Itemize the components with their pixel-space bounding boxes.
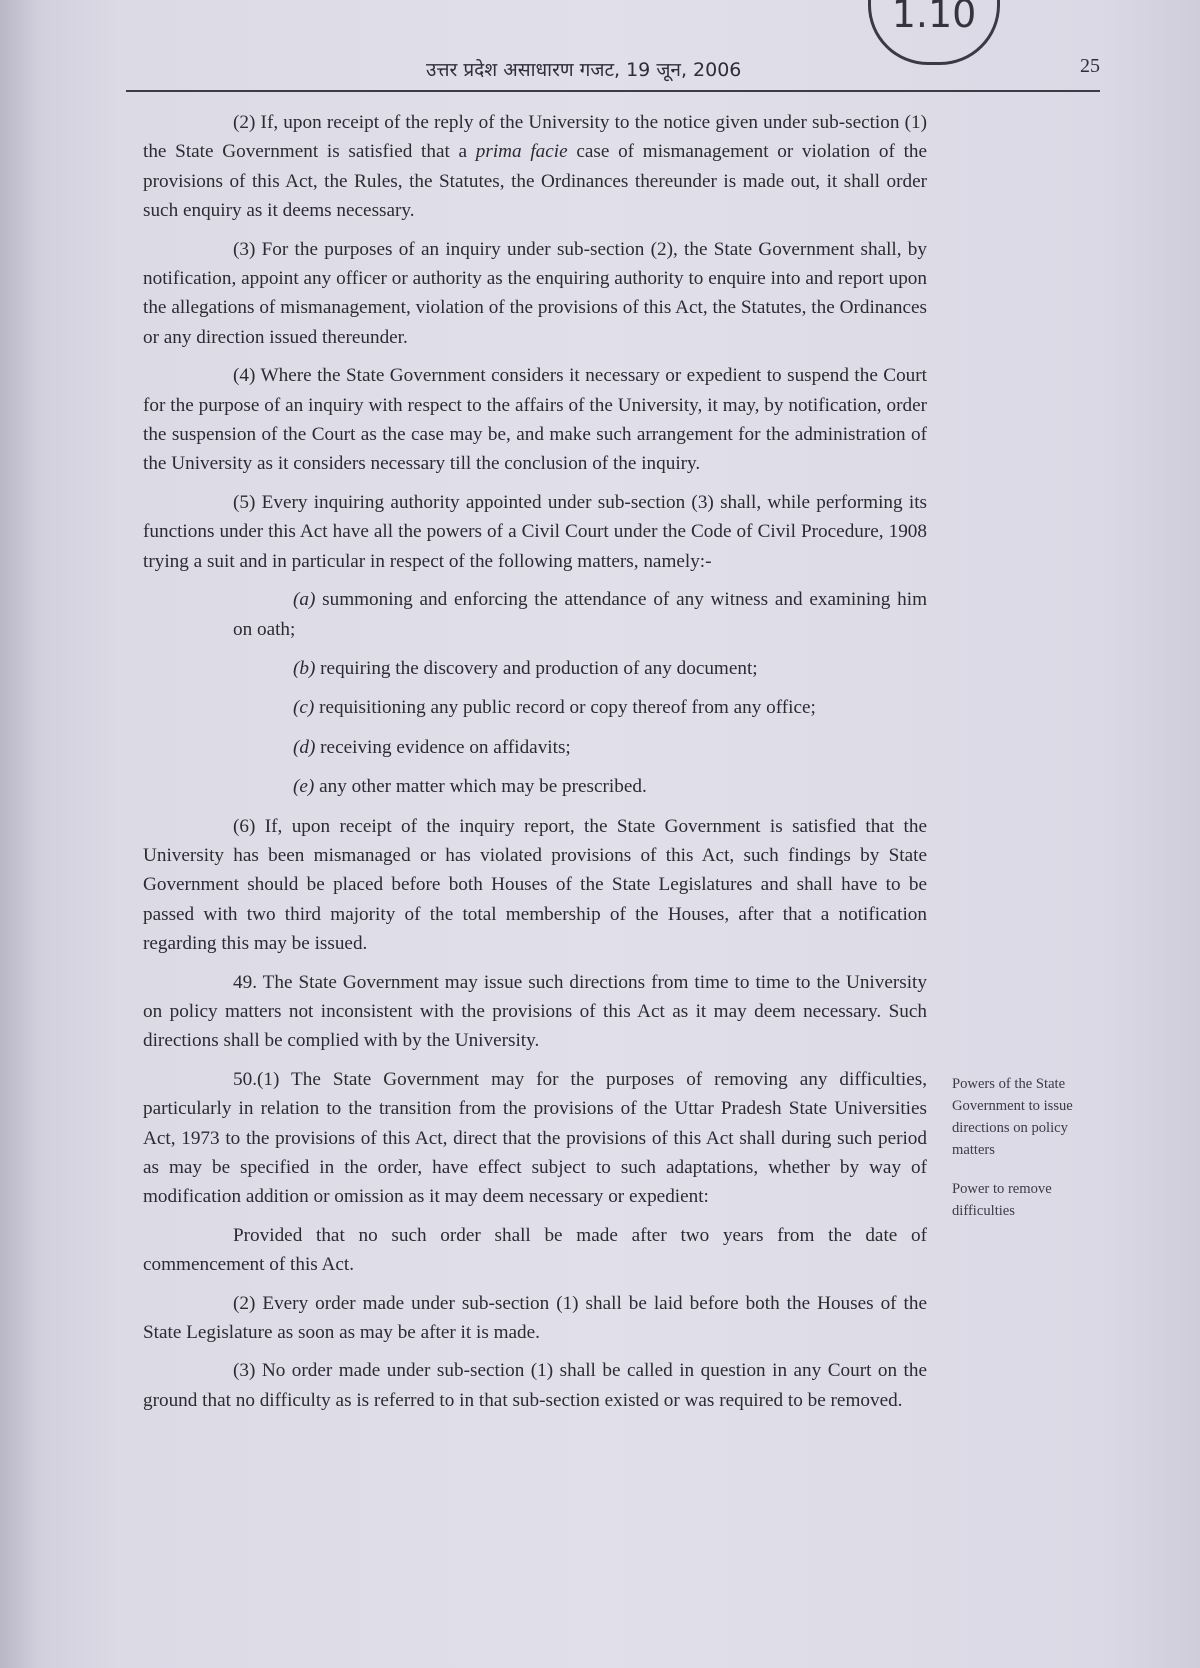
section-50-proviso: Provided that no such order shall be made after two years from the date of commencement of this Act.	[143, 1224, 927, 1276]
item-label: (c)	[293, 697, 315, 719]
section-50-2: (2) Every order made under sub-section (1) shall be laid before both the Houses of the State Legislature as soon as may be after it is made.	[143, 1292, 927, 1344]
item-text: summoning and enforcing the attendance of any witness and examining him on oath;	[233, 589, 927, 640]
item-text: requiring the discovery and production of any document;	[315, 657, 758, 679]
matter-item-b	[143, 654, 927, 683]
gazette-title: उत्तर प्रदेश असाधारण गजट, 19 जून, 2006	[426, 59, 742, 81]
item-text: requisitioning any public record or copy thereof from any office;	[314, 697, 816, 719]
matter-item-e	[143, 772, 927, 801]
section-50-1: 50.(1) The State Government may for the purposes of removing any difficulties, particularly in relation to the transition from the provisions of the Uttar Pradesh State Universities Act, 1973 to the provisions of this Act, direct that the provisions of this Act shall during such period as may be specified in the order, have effect subject to such adaptations, whether by way of modification addition or omission as it may deem necessary or expedient:	[143, 1068, 927, 1208]
paragraph-48-4: (4) Where the State Government considers it necessary or expedient to suspend the Court for the purpose of an inquiry with respect to the affairs of the University, it may, by notification, order the suspension of the Court as the case may be, and make such arrangement for the administration of the University as it considers necessary till the conclusion of the inquiry.	[143, 365, 927, 475]
handwritten-stamp: 1.10	[868, 0, 1000, 65]
paragraph-text: case of mismanagement or violation of the provisions of this Act, the Rules, the Statutes, the Ordinances thereunder is made out, it shall order such enquiry as it deems necessary.	[143, 141, 928, 222]
item-label: (b)	[293, 657, 316, 679]
paragraph-48-5: (5) Every inquiring authority appointed under sub-section (3) shall, while performing its functions under this Act have all the powers of a Civil Court under the Code of Civil Procedure, 1908 trying a suit and in particular in respect of the following matters, namely:-	[143, 491, 927, 572]
page-number: 25	[1080, 55, 1100, 77]
paragraph-text: (2) If, upon receipt of the reply of the University to the notice given under sub-section (1) the State Government is satisfied that a	[143, 112, 927, 163]
matter-item-c	[143, 693, 927, 722]
italic-term: prima facie	[475, 141, 568, 163]
matter-item-d	[143, 733, 927, 762]
paragraph-48-6: (6) If, upon receipt of the inquiry report, the State Government is satisfied that the University has been mismanaged or has violated provisions of this Act, such findings by State Government should be placed before both Houses of the State Legislatures and shall have to be passed with two third majority of the total membership of the Houses, after that a notification regarding this may be issued.	[143, 815, 927, 955]
item-label: (d)	[293, 736, 316, 758]
item-text: receiving evidence on affidavits;	[315, 736, 571, 758]
item-label: (a)	[293, 589, 316, 611]
section-49: 49. The State Government may issue such directions from time to time to the University on policy matters not inconsistent with the provisions of this Act as it may deem necessary. Such directions shall be complied with by the University.	[143, 971, 927, 1052]
item-label: (e)	[293, 776, 315, 798]
matter-item-a	[143, 585, 927, 644]
side-note-section-49: Powers of the State Government to issue directions on policy matters	[952, 1076, 1073, 1158]
side-note-section-50: Power to remove difficulties	[952, 1181, 1052, 1219]
paragraph-48-3: (3) For the purposes of an inquiry under sub-section (2), the State Government shall, by notification, appoint any officer or authority as the enquiring authority to enquire into and report upon the allegations of mismanagement, violation of the provisions of this Act, the Statutes, the Ordinances or any direction issued thereunder.	[143, 238, 927, 348]
section-50-3: (3) No order made under sub-section (1) shall be called in question in any Court on the ground that no difficulty as is referred to in that sub-section existed or was required to be removed.	[143, 1360, 927, 1411]
item-text: any other matter which may be prescribed.	[314, 776, 647, 798]
document-body	[143, 108, 927, 1424]
paragraph-48-2	[143, 108, 927, 226]
page-header	[126, 50, 1100, 92]
